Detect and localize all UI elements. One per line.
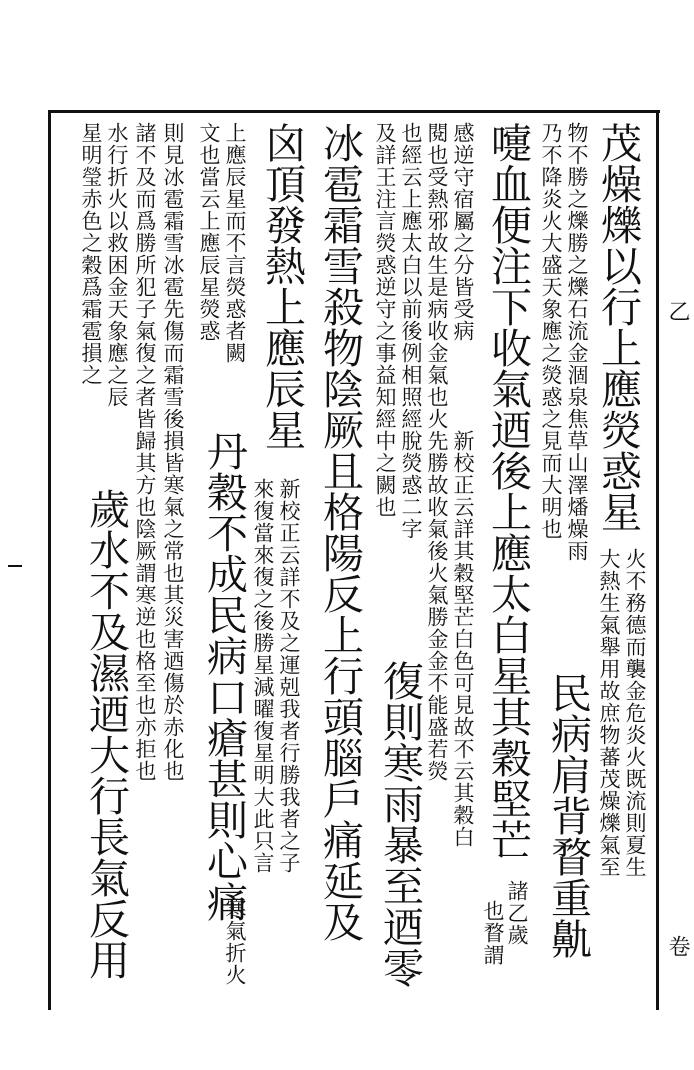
text-column-10: 也經云上應太白以前後例相照經脫熒惑二字 [399, 122, 423, 540]
inline-note-qi-su: 新校正云詳其穀堅芒白色可見故不云其穀白 [451, 430, 475, 848]
text-column-8: 感逆守宿屬之分皆受病 [451, 122, 475, 342]
text-column-5: 乃不降炎火大盛天象應之熒惑之見而大明也 [539, 122, 563, 540]
text-column-6: 嚏血便注下收氣迺後上應太白星其穀堅芒 [484, 122, 532, 860]
text-column-2: 火不務德而襲金危炎火既流則夏生 [623, 548, 647, 878]
text-column-23: 歲水不及濕迺大行長氣反用 [82, 488, 130, 980]
text-column-1: 茂燥爍以行上應熒惑星 [594, 122, 642, 532]
text-column-17: 文也當云上應辰星熒惑 [197, 122, 221, 342]
inline-note-han-qi: 寒氣折火 [223, 898, 247, 986]
text-column-3: 大熱生氣舉用故庶物蕃茂燥爍氣至 [597, 548, 621, 878]
frame-top-border [48, 110, 660, 113]
text-column-11: 及詳王注言熒惑逆守之事益知經中之闕也 [373, 122, 397, 518]
margin-mark-right: 卷 [665, 935, 690, 957]
text-column-13: 囟頂發熱上應辰星 [258, 122, 306, 450]
text-column-16: 上應辰星而不言熒惑者闕 [223, 122, 247, 364]
text-column-14: 新校正云詳不及之運剋我者行勝我者之子 [277, 478, 301, 874]
text-column-18: 丹穀不成民病口瘡甚則心痛 [200, 430, 248, 922]
inline-note-min-bing: 民病肩背瞀重鼽 [544, 672, 592, 959]
inline-note-zheng-yun: 也瞀謂 [481, 900, 505, 966]
text-column-19: 則見冰雹霜雪冰雹先傷而霜雪後損皆寒氣之常也其災害迺傷於赤化也 [161, 122, 185, 782]
margin-dash-mark [8, 565, 22, 567]
text-column-21: 水行折火以救困金天象應之辰 [105, 122, 129, 408]
text-column-20: 諸不及而爲勝所犯子氣復之者皆歸其方也陰厥謂寒逆也格至也亦拒也 [133, 122, 157, 782]
text-column-22: 星明瑩赤色之穀爲霜雹損之 [79, 122, 103, 386]
text-column-4: 物不勝之爍勝之爍石流金涸泉焦草山澤燔燥雨 [565, 122, 589, 562]
text-column-7: 諸乙歲 [505, 880, 529, 946]
text-column-15: 來復當來復之後勝星減曜復星明大此只言 [251, 478, 275, 874]
inline-note-fu-ze: 復則寒雨暴至迺零 [376, 660, 424, 988]
margin-mark-top-right: 乙 [665, 300, 690, 322]
text-column-9: 閱也受熱邪故生是病收金氣也火先勝故收氣後火氣勝金金不能盛若熒 [425, 122, 449, 782]
frame-left-border [48, 110, 51, 1010]
text-column-12: 冰雹霜雪殺物陰厥且格陽反上行頭腦戶痛延及 [316, 122, 364, 942]
frame-right-border [656, 110, 659, 1010]
